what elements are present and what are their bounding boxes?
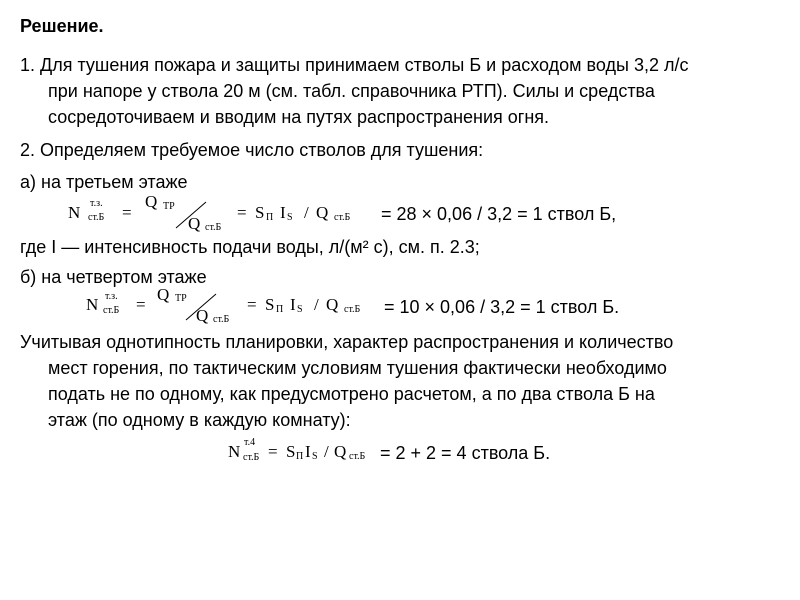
formula-2-S: S <box>265 295 275 314</box>
formula-1-result: = 28 × 0,06 / 3,2 = 1 ствол Б, <box>381 204 617 224</box>
formula-2-I-sub: S <box>297 304 303 315</box>
formula-3-S: S <box>286 442 296 461</box>
formula-1-N-sup: т.з. <box>90 198 103 209</box>
formula-2-result: = 10 × 0,06 / 3,2 = 1 ствол Б. <box>384 297 620 317</box>
item-a-label: а) на третьем этаже <box>20 172 188 192</box>
formula-2-N-sup: т.з. <box>105 291 118 302</box>
formula-1-slash: / <box>304 203 309 222</box>
formula-2-Q-bottom-sub: ст.Б <box>213 314 230 325</box>
formula-3-Q-sub: ст.Б <box>349 451 366 462</box>
formula-2-eq-2: = <box>247 295 257 314</box>
formula-1-I: I <box>280 203 286 222</box>
formula-1-Q-top-sub: ТР <box>163 201 175 212</box>
item-b-label: б) на четвертом этаже <box>20 267 207 287</box>
paragraph-3-line-4: этаж (по одному в каждую комнату): <box>48 410 351 430</box>
formula-3-result: = 2 + 2 = 4 ствола Б. <box>380 443 551 463</box>
formula-3-slash: / <box>324 442 329 461</box>
formula-2-Q3-sub: ст.Б <box>344 304 361 315</box>
formula-1-Q-bottom: Q <box>188 214 201 233</box>
formula-2-N: N <box>86 295 99 314</box>
formula-3-N-sub: ст.Б <box>243 452 260 463</box>
formula-2-slash: / <box>314 295 319 314</box>
formula-1-N: N <box>68 203 81 222</box>
formula-1-S: S <box>255 203 265 222</box>
solution-heading: Решение. <box>20 16 104 36</box>
formula-3-I: I <box>305 442 311 461</box>
formula-2-S-sub: П <box>276 304 284 315</box>
formula-1-eq-1: = <box>122 203 132 222</box>
formula-3-N-sup: т.4 <box>244 437 256 448</box>
paragraph-2: 2. Определяем требуемое число стволов для тушения: <box>20 140 484 160</box>
formula-1-S-sub: П <box>266 212 274 223</box>
formula-3-N: N <box>228 442 241 461</box>
formula-2-Q-bottom: Q <box>196 306 209 325</box>
formula-1-N-sub: ст.Б <box>88 212 105 223</box>
paragraph-1-line-1: 1. Для тушения пожара и защиты принимаем стволы Б и расходом воды 3,2 л/с <box>20 55 689 75</box>
paragraph-1-line-2: при напоре у ствола 20 м (см. табл. справочника РТП). Силы и средства <box>48 81 655 101</box>
formula-1-eq-2: = <box>237 203 247 222</box>
formula-3-Q: Q <box>334 442 347 461</box>
formula-1-Q3: Q <box>316 203 329 222</box>
paragraph-3-line-3: подать не по одному, как предусмотрено расчетом, а по два ствола Б на <box>48 384 655 404</box>
formula-3-I-sub: S <box>312 451 318 462</box>
formula-3-eq-1: = <box>268 442 278 461</box>
formula-1-I-sub: S <box>287 212 293 223</box>
formula-2-I: I <box>290 295 296 314</box>
formula-2-eq-1: = <box>136 295 146 314</box>
formula-2-N-sub: ст.Б <box>103 305 120 316</box>
formula-1-Q3-sub: ст.Б <box>334 212 351 223</box>
paragraph-3-line-1: Учитывая однотипность планировки, характер распространения и количество <box>20 332 674 352</box>
formula-2-Q-top: Q <box>157 285 170 304</box>
paragraph-3-line-2: мест горения, по тактическим условиям тушения фактически необходимо <box>48 358 667 378</box>
formula-1-Q-top: Q <box>145 192 158 211</box>
formula-2-Q-top-sub: ТР <box>175 293 187 304</box>
paragraph-1-line-3: сосредоточиваем и вводим на путях распространения огня. <box>48 107 550 127</box>
formula-2-Q3: Q <box>326 295 339 314</box>
formula-3-S-sub: П <box>296 451 304 462</box>
formula-1-Q-bottom-sub: ст.Б <box>205 222 222 233</box>
intensity-note: где I — интенсивность подачи воды, л/(м² с), см. п. 2.3; <box>20 237 480 257</box>
